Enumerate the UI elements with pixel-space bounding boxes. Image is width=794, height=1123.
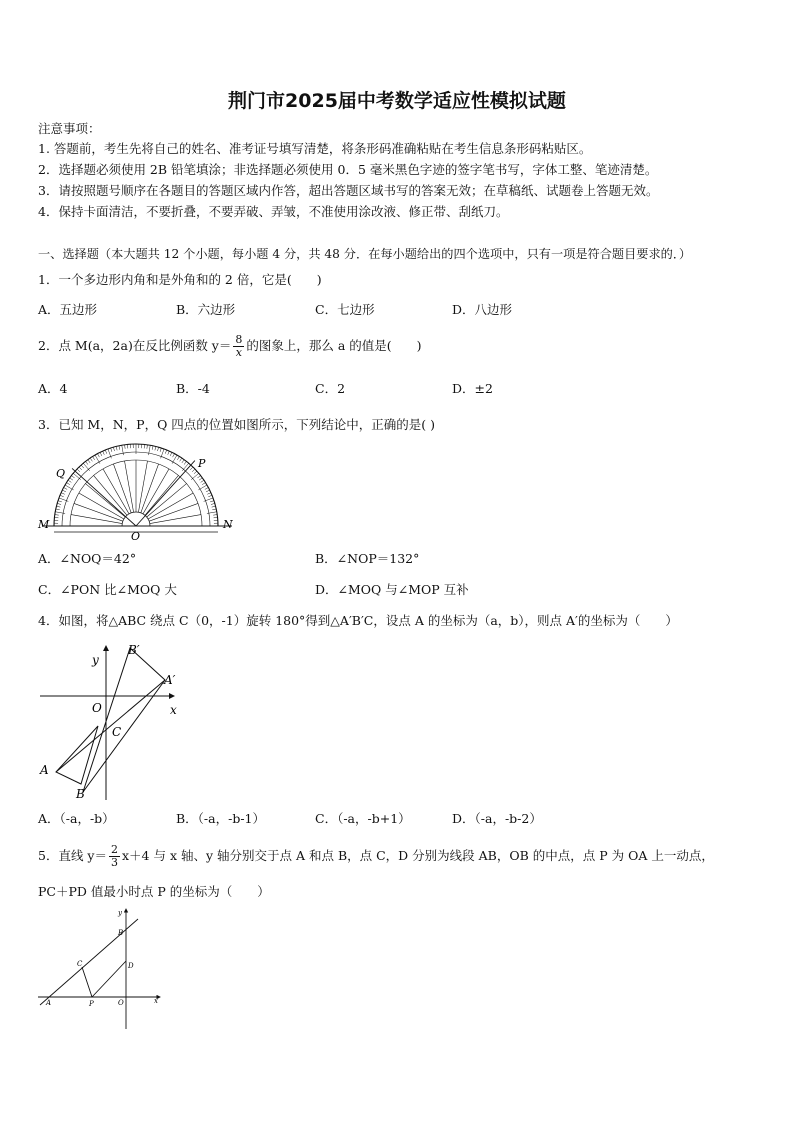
notice-item: 4．保持卡面清洁，不要折叠，不要弄破、弄皱，不准使用涂改液、修正带、刮纸刀。: [38, 204, 509, 219]
label-b: B: [76, 787, 85, 801]
label-p: P: [89, 1000, 94, 1008]
protractor-tick: [86, 461, 88, 464]
protractor-tick: [77, 469, 80, 472]
label-o: O: [92, 701, 102, 715]
label-q: Q: [56, 467, 66, 480]
line-figure: [36, 905, 164, 1031]
protractor-radial: [125, 461, 134, 512]
protractor-tick: [212, 509, 216, 510]
q2-frac-numerator: 8: [235, 333, 243, 346]
triangle-abc: [56, 726, 98, 784]
label-a: A: [46, 999, 52, 1007]
question-1-stem: 1．一个多边形内角和是外角和的 2 倍，它是( ): [38, 272, 322, 287]
q5-fraction: [109, 844, 120, 869]
protractor-tick: [182, 460, 184, 463]
protractor-tick: [177, 456, 179, 459]
protractor-tick: [88, 460, 90, 463]
protractor-figure: [36, 440, 240, 542]
q2-fraction: [233, 334, 244, 359]
protractor-tick: [165, 450, 166, 454]
notice-item: 1. 答题前，考生先将自己的姓名、准考证号填写清楚，将条形码准确粘贴在考生信息条形码粘贴区。: [38, 141, 592, 156]
q2-stem-after: 的图象上，那么 a 的值是( ): [246, 338, 422, 353]
protractor-tick: [58, 501, 62, 502]
protractor-tick: [206, 490, 210, 492]
question-2-stem: [38, 332, 422, 360]
label-n: N: [223, 518, 233, 531]
q2-option-d[interactable]: D．±2: [452, 381, 493, 396]
q2-stem-before: 2．点 M(a，2a)在反比例函数 y＝: [38, 338, 232, 353]
protractor-tick: [170, 452, 172, 456]
protractor-tick: [213, 515, 217, 516]
q3-option-c[interactable]: C．∠PON 比∠MOQ 大: [38, 582, 177, 597]
notice-item: 2．选择题必须使用 2B 铅笔填涂；非选择题必须使用 0．5 毫米黑色字迹的签字笔书写，字体工整、笔迹清楚。: [38, 162, 658, 177]
protractor-tick: [105, 450, 106, 454]
protractor-tick: [208, 495, 212, 496]
protractor-tick: [66, 483, 69, 485]
protractor-tick: [93, 456, 95, 459]
protractor-tick: [73, 473, 81, 479]
protractor-tick: [199, 478, 202, 480]
protractor-tick: [180, 458, 182, 461]
protractor-tick: [111, 448, 112, 452]
protractor-tick: [194, 471, 197, 474]
question-5-stem-line2: PC＋PD 值最小时点 P 的坐标为（ ）: [38, 884, 270, 899]
protractor-tick: [79, 467, 82, 470]
label-b: B: [118, 929, 124, 937]
rotation-figure: [36, 640, 186, 802]
question-5-stem: [38, 842, 714, 870]
protractor-tick: [100, 452, 102, 456]
notice-item: 3．请按照题号顺序在各题目的答题区域内作答，超出答题区域书写的答案无效；在草稿纸、试题卷上答题无效。: [38, 183, 659, 198]
q2-option-b[interactable]: B．-4: [176, 381, 210, 396]
protractor-radial: [71, 515, 122, 524]
label-c: C: [112, 725, 122, 739]
protractor-tick: [184, 461, 186, 464]
protractor-tick: [56, 506, 60, 507]
protractor-tick: [211, 503, 215, 504]
protractor-tick: [207, 493, 211, 495]
label-y: y: [118, 909, 122, 917]
protractor-tick: [157, 447, 158, 451]
protractor-tick: [149, 445, 151, 455]
protractor-tick: [71, 476, 74, 478]
protractor-radial: [138, 461, 147, 512]
q4-option-a[interactable]: A．（-a，-b）: [38, 811, 115, 826]
label-m: M: [38, 518, 50, 531]
protractor-tick: [155, 446, 156, 450]
protractor-tick: [103, 451, 105, 455]
protractor-radial: [74, 503, 123, 521]
protractor-radial: [149, 503, 198, 521]
protractor-tick: [60, 495, 64, 496]
q4-option-c[interactable]: C．（-a，-b+1）: [315, 811, 411, 826]
q5-stem-before: 5．直线 y＝: [38, 848, 107, 863]
protractor-tick: [205, 488, 209, 490]
q4-option-b[interactable]: B．（-a，-b-1）: [176, 811, 266, 826]
page-title: 荆门市2025届中考数学适应性模拟试题: [228, 90, 566, 112]
ray-oq: [72, 468, 136, 526]
protractor-tick: [197, 476, 200, 478]
question-3-stem: 3．已知 M，N，P，Q 四点的位置如图所示，下列结论中，正确的是( ): [38, 417, 436, 432]
protractor-tick: [62, 490, 66, 492]
label-p: P: [198, 457, 206, 470]
triangle-a1b1c: [83, 648, 165, 792]
q4-option-d[interactable]: D．（-a，-b-2）: [452, 811, 542, 826]
label-c: C: [77, 960, 83, 968]
q5-stem-after: x＋4 与 x 轴、y 轴分别交于点 A 和点 B，点 C，D 分别为线段 AB，OB 的中点，点 P 为 OA 上一动点，: [122, 848, 714, 863]
protractor-tick: [202, 483, 205, 485]
protractor-tick: [190, 467, 193, 470]
q5-frac-numerator: 2: [111, 843, 118, 856]
q2-frac-denominator: x: [235, 346, 242, 359]
label-d: D: [128, 962, 134, 970]
q2-option-c[interactable]: C．2: [315, 381, 346, 396]
protractor-tick: [201, 480, 204, 482]
q3-option-b[interactable]: B．∠NOP＝132°: [315, 551, 420, 566]
segment-pd: [92, 961, 126, 997]
label-a: A: [40, 763, 49, 777]
protractor-tick: [68, 480, 71, 482]
protractor-radial: [141, 464, 159, 513]
protractor-tick: [64, 488, 68, 490]
protractor-tick: [90, 458, 92, 461]
protractor-tick: [119, 446, 120, 450]
q5-frac-denominator: 3: [111, 856, 118, 869]
line-ab: [40, 919, 138, 1005]
protractor-tick: [81, 465, 84, 468]
protractor-tick: [207, 512, 217, 514]
q1-option-d[interactable]: D．八边形: [452, 302, 513, 317]
label-o: O: [131, 530, 141, 542]
segment-cp: [82, 967, 92, 997]
protractor-tick: [55, 512, 65, 514]
protractor-tick: [116, 446, 117, 450]
label-a-prime: A′: [164, 673, 176, 687]
q1-option-b[interactable]: B．六边形: [176, 302, 236, 317]
ray-op: [136, 461, 195, 526]
protractor-tick: [152, 446, 153, 450]
protractor-tick: [83, 463, 89, 471]
protractor-radial: [150, 515, 201, 524]
protractor-tick: [160, 448, 161, 452]
protractor-tick: [122, 445, 124, 455]
question-4-stem: 4．如图，将△ABC 绕点 C（0，-1）旋转 180°得到△A′B′C，设点 A 的坐标为（a，b），则点 A′的坐标为（ ）: [38, 613, 678, 628]
label-x: x: [154, 997, 158, 1005]
q3-option-a[interactable]: A．∠NOQ＝42°: [38, 551, 137, 566]
line-aa1: [56, 680, 165, 772]
protractor-tick: [55, 515, 59, 516]
section-heading: 一、选择题（本大题共 12 个小题，每小题 4 分，共 48 分．在每小题给出的四个选项中，只有一项是符合题目要求的．）: [38, 247, 692, 261]
protractor-tick: [98, 454, 100, 458]
protractor-tick: [125, 445, 126, 449]
protractor-tick: [210, 501, 214, 502]
notice-heading: 注意事项：: [38, 121, 101, 136]
protractor-tick: [61, 493, 65, 495]
protractor-tick: [192, 469, 195, 472]
protractor-tick: [56, 509, 60, 510]
protractor-tick: [70, 478, 73, 480]
label-o: O: [118, 999, 124, 1007]
protractor-tick: [212, 506, 216, 507]
protractor-tick: [168, 451, 170, 455]
label-y: y: [92, 653, 99, 667]
protractor-tick: [57, 503, 61, 504]
protractor-tick: [147, 445, 148, 449]
protractor-tick: [173, 454, 175, 458]
protractor-tick: [113, 447, 114, 451]
protractor-tick: [191, 473, 199, 479]
q1-option-c[interactable]: C．七边形: [315, 302, 375, 317]
label-b-prime: B′: [128, 643, 140, 657]
q3-option-d[interactable]: D．∠MOQ 与∠MOP 互补: [315, 582, 469, 597]
label-x: x: [170, 703, 177, 717]
q2-option-a[interactable]: A．4: [38, 381, 68, 396]
protractor-tick: [182, 463, 188, 471]
protractor-radial: [113, 464, 131, 513]
q1-option-a[interactable]: A．五边形: [38, 302, 98, 317]
